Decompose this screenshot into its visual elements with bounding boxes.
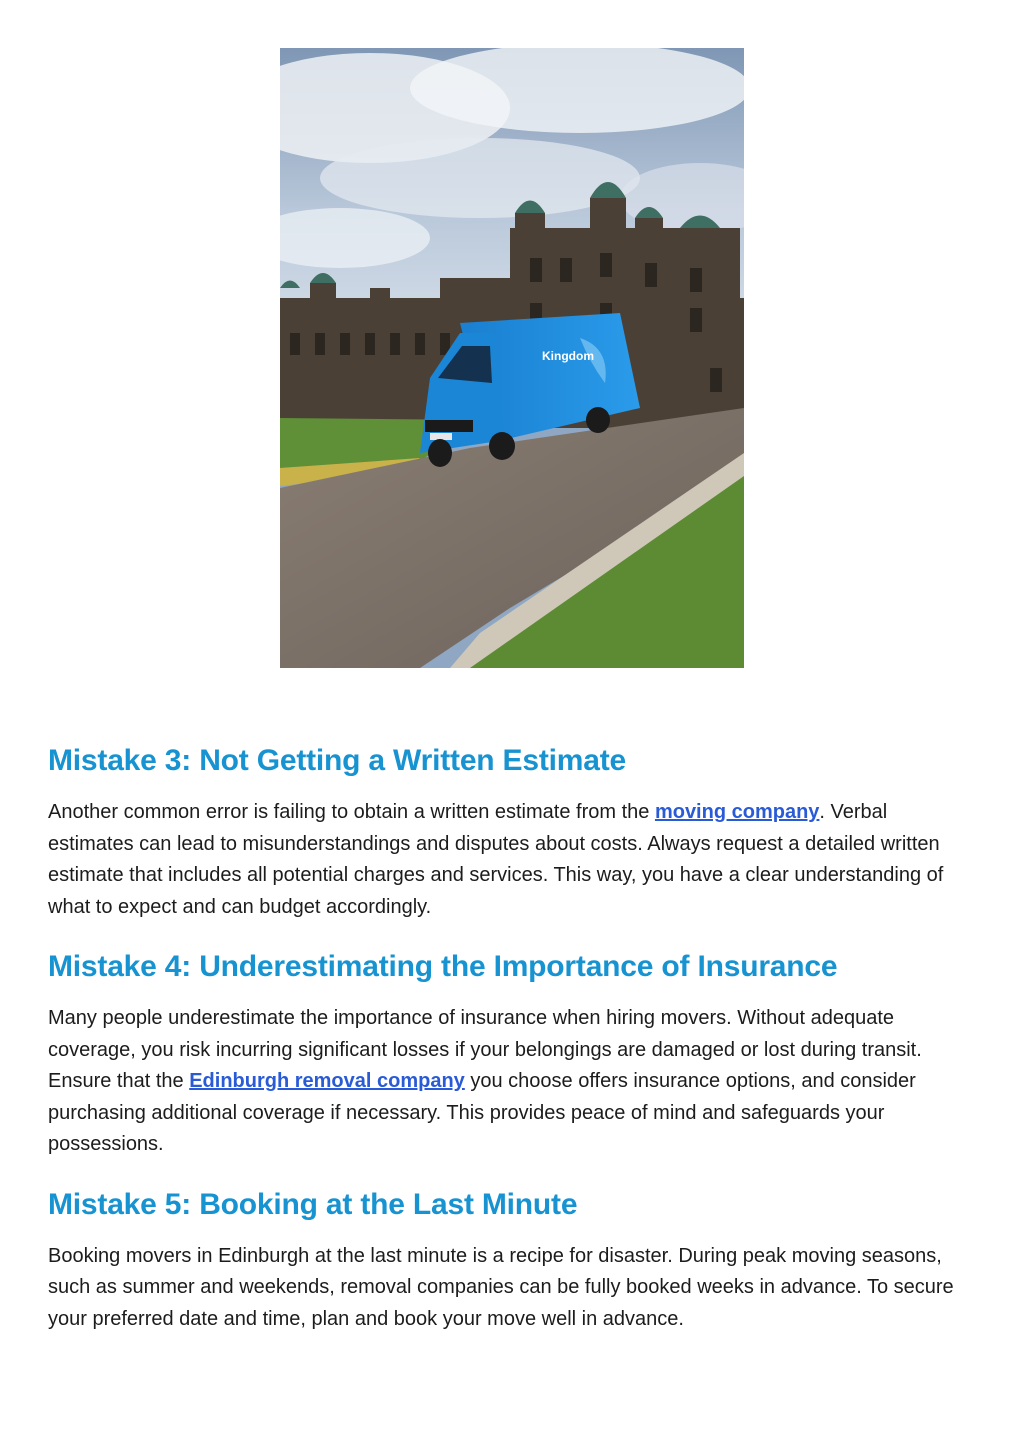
edinburgh-removal-company-link[interactable]: Edinburgh removal company: [189, 1070, 465, 1092]
van-brand-text: Kingdom: [542, 349, 594, 363]
moving-van-photo: [280, 48, 744, 668]
paragraph-text: Many people underestimate the importance of insurance when hiring movers. Without adequate coverage, you risk incurring significant losses if your belongings are damaged or lost during transit. Ensure that the: [48, 1007, 922, 1092]
paragraph-text: . Verbal estimates can lead to misunderstandings and disputes about costs. Always request a detailed written estimate that includes all potential charges and services. This way, you have a clear understanding of what to expect and can budget accordingly.: [48, 801, 944, 918]
section-heading-mistake-5: Mistake 5: Booking at the Last Minute: [48, 1187, 578, 1221]
section-paragraph-mistake-3: [48, 797, 978, 923]
section-heading-mistake-3: Mistake 3: Not Getting a Written Estimate: [48, 744, 627, 777]
section-heading-mistake-4: Mistake 4: Underestimating the Importance of Insurance: [48, 950, 838, 983]
section-paragraph-mistake-5: Booking movers in Edinburgh at the last minute is a recipe for disaster. During peak moving seasons, such as summer and weekends, removal companies can be fully booked weeks in advance. To secure your preferred date and time, plan and book your move well in advance.: [48, 1244, 954, 1330]
article-content: [48, 735, 978, 1353]
section-paragraph-mistake-4: [48, 1003, 978, 1161]
moving-van-illustration: [280, 48, 744, 668]
paragraph-text: you choose offers insurance options, and consider purchasing additional coverage if necessary. This provides peace of mind and safeguards your possessions.: [48, 1070, 916, 1155]
moving-company-link[interactable]: moving company: [654, 801, 820, 823]
paragraph-text: Another common error is failing to obtain a written estimate from the: [48, 801, 655, 823]
